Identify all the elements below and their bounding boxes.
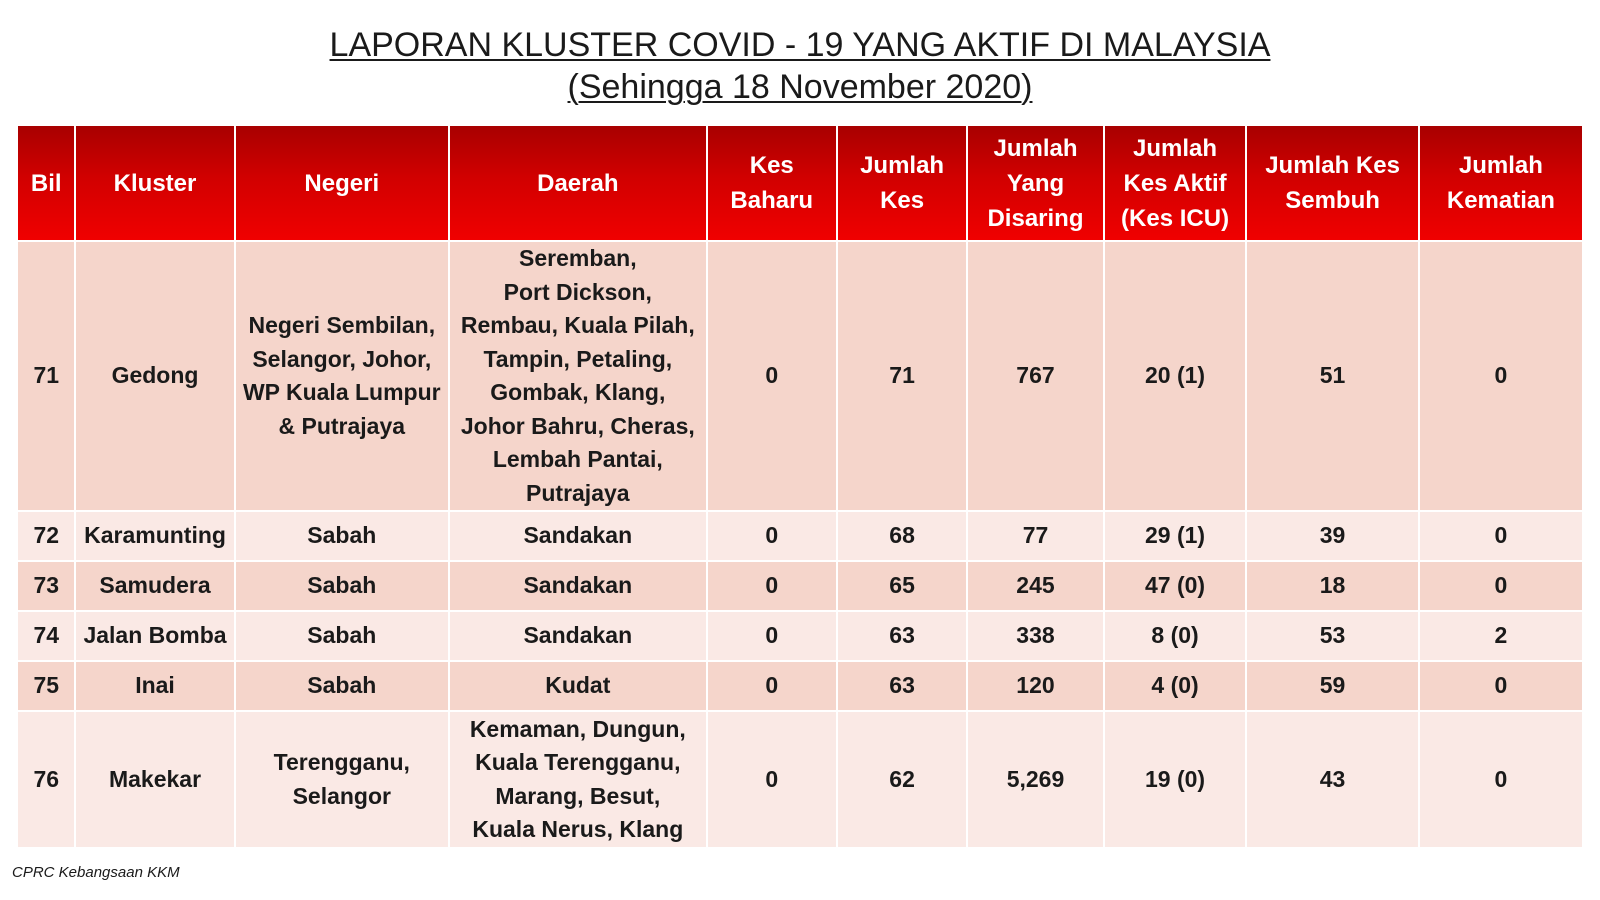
header-jumlah-kes: Jumlah Kes <box>837 125 967 241</box>
cell-jumlah-kes-aktif: 47 (0) <box>1104 561 1247 611</box>
cell-jumlah-sembuh: 53 <box>1246 611 1418 661</box>
cell-kluster: Makekar <box>75 711 234 848</box>
cell-jumlah-disaring: 338 <box>967 611 1103 661</box>
cell-jumlah-kematian: 0 <box>1419 241 1583 511</box>
table-row <box>17 661 1583 711</box>
source-footer: CPRC Kebangsaan KKM <box>12 864 180 881</box>
table-row <box>17 511 1583 561</box>
header-kluster: Kluster <box>75 125 234 241</box>
cell-jumlah-kes-aktif: 19 (0) <box>1104 711 1247 848</box>
header-jumlah-kes-aktif: Jumlah Kes Aktif (Kes ICU) <box>1104 125 1247 241</box>
header-kes-baharu: Kes Baharu <box>707 125 837 241</box>
cell-kes-baharu: 0 <box>707 661 837 711</box>
cell-jumlah-kematian: 0 <box>1419 511 1583 561</box>
cell-bil: 76 <box>17 711 75 848</box>
cell-bil: 73 <box>17 561 75 611</box>
cell-jumlah-kes: 63 <box>837 611 967 661</box>
title-line-2: (Sehingga 18 November 2020) <box>567 68 1033 106</box>
header-jumlah-kematian: Jumlah Kematian <box>1419 125 1583 241</box>
header-jumlah-disaring: Jumlah Yang Disaring <box>967 125 1103 241</box>
cell-kluster: Jalan Bomba <box>75 611 234 661</box>
cell-bil: 74 <box>17 611 75 661</box>
cell-jumlah-sembuh: 51 <box>1246 241 1418 511</box>
cell-jumlah-kematian: 2 <box>1419 611 1583 661</box>
cell-daerah: Seremban, Port Dickson, Rembau, Kuala Pilah, Tampin, Petaling, Gombak, Klang, Johor Bahru, Cheras, Lembah Pantai, Putrajaya <box>449 241 707 511</box>
cell-kluster: Samudera <box>75 561 234 611</box>
cluster-table <box>16 124 1584 849</box>
cell-jumlah-kes-aktif: 8 (0) <box>1104 611 1247 661</box>
table-row <box>17 561 1583 611</box>
header-jumlah-sembuh: Jumlah Kes Sembuh <box>1246 125 1418 241</box>
cell-jumlah-disaring: 5,269 <box>967 711 1103 848</box>
cell-jumlah-kes: 65 <box>837 561 967 611</box>
cell-negeri: Sabah <box>235 561 449 611</box>
cell-negeri: Sabah <box>235 511 449 561</box>
cell-bil: 75 <box>17 661 75 711</box>
cell-kes-baharu: 0 <box>707 711 837 848</box>
cell-jumlah-kematian: 0 <box>1419 561 1583 611</box>
cell-jumlah-kes-aktif: 29 (1) <box>1104 511 1247 561</box>
cell-kes-baharu: 0 <box>707 611 837 661</box>
cell-kluster: Gedong <box>75 241 234 511</box>
cell-jumlah-kes: 68 <box>837 511 967 561</box>
header-daerah: Daerah <box>449 125 707 241</box>
cell-negeri: Sabah <box>235 661 449 711</box>
table-row <box>17 241 1583 511</box>
header-negeri: Negeri <box>235 125 449 241</box>
cell-kes-baharu: 0 <box>707 241 837 511</box>
cell-daerah: Kemaman, Dungun, Kuala Terengganu, Marang, Besut, Kuala Nerus, Klang <box>449 711 707 848</box>
cell-jumlah-sembuh: 43 <box>1246 711 1418 848</box>
cell-kes-baharu: 0 <box>707 561 837 611</box>
cell-jumlah-disaring: 120 <box>967 661 1103 711</box>
cell-jumlah-sembuh: 59 <box>1246 661 1418 711</box>
cell-daerah: Sandakan <box>449 561 707 611</box>
cell-jumlah-sembuh: 39 <box>1246 511 1418 561</box>
cell-negeri: Sabah <box>235 611 449 661</box>
table-header-row <box>17 125 1583 241</box>
cell-bil: 71 <box>17 241 75 511</box>
cell-jumlah-kes-aktif: 20 (1) <box>1104 241 1247 511</box>
cell-jumlah-kematian: 0 <box>1419 711 1583 848</box>
header-bil: Bil <box>17 125 75 241</box>
cell-jumlah-kes-aktif: 4 (0) <box>1104 661 1247 711</box>
report-title <box>0 24 1600 108</box>
cell-bil: 72 <box>17 511 75 561</box>
cell-daerah: Sandakan <box>449 611 707 661</box>
cell-jumlah-kes: 71 <box>837 241 967 511</box>
table-row <box>17 611 1583 661</box>
cell-daerah: Sandakan <box>449 511 707 561</box>
cell-daerah: Kudat <box>449 661 707 711</box>
title-line-1: LAPORAN KLUSTER COVID - 19 YANG AKTIF DI MALAYSIA <box>329 26 1271 64</box>
cell-kluster: Karamunting <box>75 511 234 561</box>
table-row <box>17 711 1583 848</box>
cell-negeri: Terengganu, Selangor <box>235 711 449 848</box>
cell-jumlah-kes: 63 <box>837 661 967 711</box>
cell-jumlah-sembuh: 18 <box>1246 561 1418 611</box>
cell-kes-baharu: 0 <box>707 511 837 561</box>
cell-kluster: Inai <box>75 661 234 711</box>
cell-negeri: Negeri Sembilan, Selangor, Johor, WP Kuala Lumpur & Putrajaya <box>235 241 449 511</box>
cell-jumlah-disaring: 245 <box>967 561 1103 611</box>
cell-jumlah-disaring: 767 <box>967 241 1103 511</box>
cell-jumlah-kes: 62 <box>837 711 967 848</box>
cell-jumlah-disaring: 77 <box>967 511 1103 561</box>
cell-jumlah-kematian: 0 <box>1419 661 1583 711</box>
